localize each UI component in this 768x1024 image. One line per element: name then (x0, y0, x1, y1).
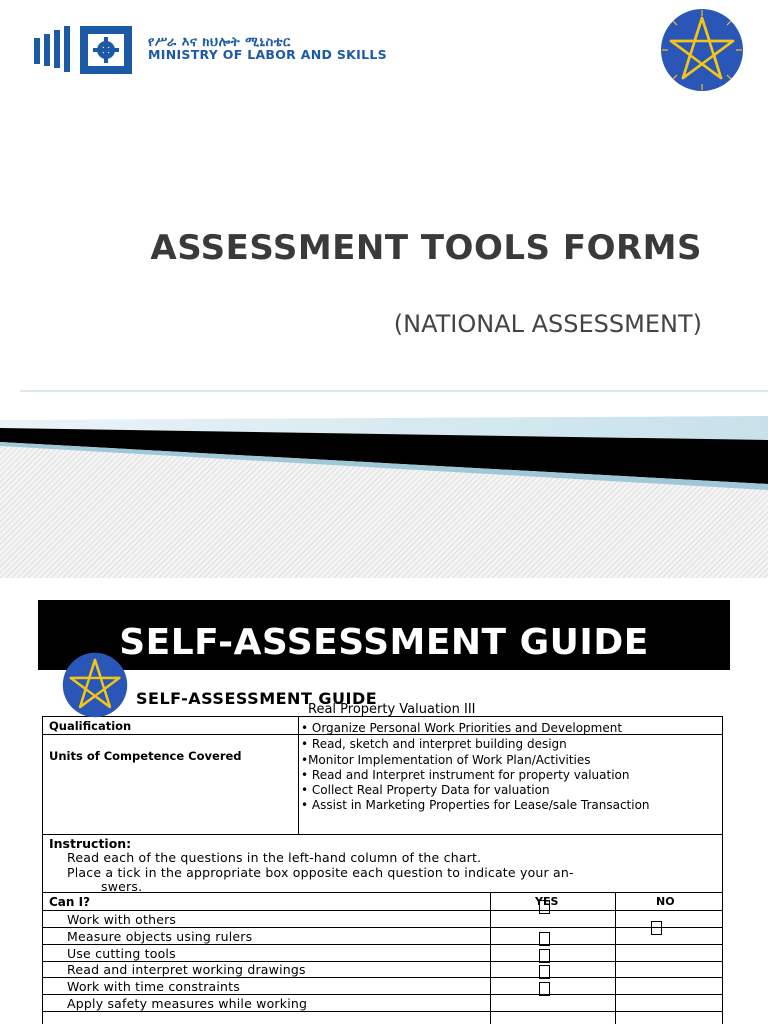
ministry-name-amharic: የሥራ እና ክህሎት ሚኒስቴር (148, 35, 291, 50)
instruction-label: Instruction: (49, 836, 132, 851)
form-title: SELF-ASSESSMENT GUIDE (136, 689, 378, 708)
ministry-logo-icon (34, 24, 134, 76)
question-text: Read and interpret working drawings (67, 962, 306, 977)
slide-title: SELF-ASSESSMENT GUIDE (119, 622, 649, 663)
units-label: Units of Competence Covered (49, 749, 242, 763)
yes-checkbox[interactable] (539, 965, 550, 979)
question-text: Apply safety measures while working (67, 996, 308, 1011)
unit-item: • Read and Interpret instrument for property valuation (301, 768, 630, 782)
column-header: YES (535, 895, 559, 908)
decorative-wave-graphic (0, 380, 768, 578)
yes-checkbox[interactable] (539, 900, 550, 914)
yes-checkbox[interactable] (539, 949, 550, 963)
ethiopian-emblem-icon (62, 652, 128, 718)
yes-checkbox[interactable] (539, 932, 550, 946)
unit-item: • Read, sketch and interpret building design (301, 737, 567, 751)
question-text: Work with others (67, 912, 177, 927)
question-text: Use cutting tools (67, 946, 176, 961)
question-text: Work with time constraints (67, 979, 240, 994)
yes-checkbox[interactable] (539, 982, 550, 996)
table-header-row (43, 893, 722, 911)
instruction-line: Read each of the questions in the left-hand column of the chart. (67, 850, 482, 865)
instruction-line: swers. (101, 879, 143, 894)
question-text: Measure objects using rulers (67, 929, 253, 944)
ethiopian-emblem-icon (660, 8, 744, 92)
qualification-value: Real Property Valuation III (308, 702, 476, 717)
no-checkbox[interactable] (651, 921, 662, 935)
page-subtitle: (NATIONAL ASSESSMENT) (393, 310, 702, 338)
ministry-name: MINISTRY OF LABOR AND SKILLS (148, 47, 387, 62)
page-title: ASSESSMENT TOOLS FORMS (150, 228, 702, 268)
instruction-line: Place a tick in the appropriate box opposite each question to indicate your an- (67, 865, 574, 880)
self-assessment-form (42, 716, 723, 1024)
column-header: Can I? (49, 895, 91, 909)
unit-item: • Assist in Marketing Properties for Lease/sale Transaction (301, 798, 650, 812)
column-header: NO (656, 895, 675, 908)
unit-item: •Monitor Implementation of Work Plan/Activities (301, 753, 591, 767)
qualification-label: Qualification (49, 719, 132, 733)
unit-item: • Collect Real Property Data for valuation (301, 783, 550, 797)
unit-item: • Organize Personal Work Priorities and Development (301, 721, 623, 735)
